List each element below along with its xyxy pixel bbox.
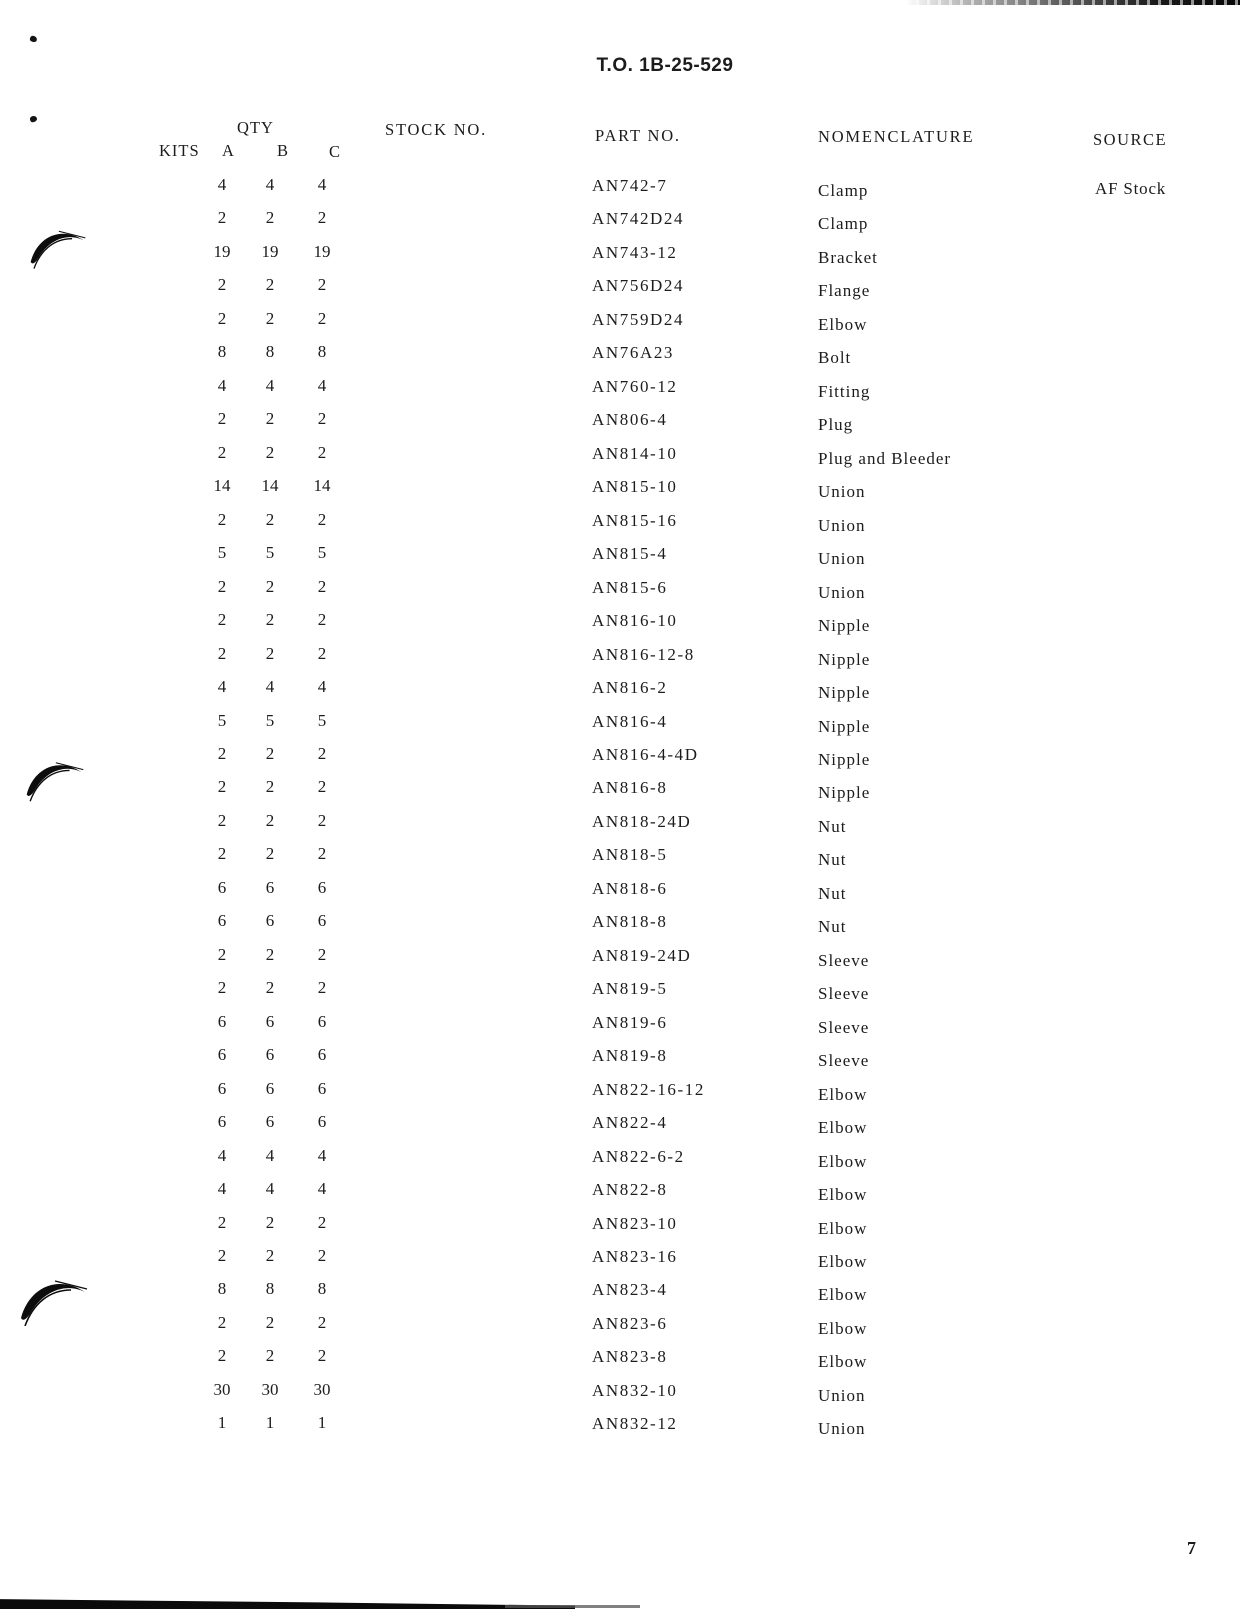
table-row [0, 1206, 1240, 1239]
qty-kit-c-value: 2 [317, 1312, 327, 1332]
part-number-value: AN806-4 [592, 410, 668, 430]
part-number-value: AN816-2 [592, 678, 668, 698]
qty-kit-c-value: 2 [317, 743, 327, 763]
table-row [0, 1339, 1240, 1372]
qty-kit-a-value: 4 [217, 1145, 227, 1165]
nomenclature-value: Bolt [818, 348, 852, 368]
table-row [0, 1239, 1240, 1272]
table-row [0, 938, 1240, 971]
qty-kit-c-value: 2 [317, 643, 327, 663]
nomenclature-value: Elbow [818, 1318, 868, 1338]
nomenclature-value: Nut [818, 850, 847, 870]
qty-kit-a-value: 2 [217, 610, 227, 630]
part-number-value: AN816-4 [592, 711, 668, 731]
part-number-value: AN822-4 [592, 1113, 668, 1133]
parts-table-body [0, 168, 1240, 1440]
qty-kit-a-value: 2 [217, 576, 227, 596]
nomenclature-value: Nipple [818, 683, 871, 703]
qty-kit-c-value: 4 [317, 677, 327, 697]
part-number-value: AN815-4 [592, 544, 668, 564]
qty-kit-b-value: 2 [265, 643, 275, 663]
qty-kit-c-value: 2 [317, 442, 327, 462]
part-number-value: AN816-10 [592, 611, 678, 631]
qty-kit-b-value: 6 [265, 911, 275, 931]
qty-kit-c-value: 4 [317, 175, 327, 194]
nomenclature-value: Union [818, 482, 866, 502]
table-row [0, 1139, 1240, 1172]
qty-kit-b-value: 2 [265, 509, 275, 529]
nomenclature-value: Flange [818, 281, 871, 301]
nomenclature-value: Plug and Bleeder [818, 448, 952, 468]
qty-kit-c-value: 6 [317, 1112, 327, 1132]
part-number-value: AN818-8 [592, 912, 668, 932]
qty-kit-a-value: 19 [213, 241, 231, 261]
qty-kit-b-value: 2 [265, 978, 275, 998]
part-number-value: AN823-6 [592, 1313, 668, 1333]
qty-kit-b-value: 4 [265, 1145, 275, 1165]
nomenclature-value: Clamp [818, 214, 869, 234]
qty-kit-a-value: 2 [217, 442, 227, 462]
qty-kit-a-value: 30 [213, 1379, 231, 1399]
part-number-value: AN822-8 [592, 1180, 668, 1200]
qty-kit-b-value: 6 [265, 1011, 275, 1031]
qty-kit-a-value: 2 [217, 208, 227, 228]
qty-kit-a-value: 14 [213, 476, 231, 496]
qty-kit-c-value: 2 [317, 576, 327, 596]
table-row [0, 603, 1240, 636]
qty-kit-a-value: 2 [217, 978, 227, 998]
part-number-value: AN743-12 [592, 242, 678, 262]
qty-kit-c-value: 2 [317, 844, 327, 864]
qty-kit-c-value: 2 [317, 978, 327, 998]
qty-kit-a-value: 4 [217, 375, 227, 395]
qty-kit-c-value: 6 [317, 1045, 327, 1065]
nomenclature-value: Elbow [818, 1185, 868, 1205]
table-row [0, 335, 1240, 368]
qty-kit-c-value: 5 [317, 543, 327, 563]
part-number-value: AN818-6 [592, 878, 668, 898]
qty-kit-a-value: 2 [217, 1212, 227, 1232]
qty-kit-b-value: 2 [265, 1346, 275, 1366]
scan-speck-icon [29, 35, 38, 43]
table-row [0, 704, 1240, 737]
part-number-value: AN832-12 [592, 1414, 678, 1434]
nomenclature-value: Nipple [818, 783, 871, 803]
qty-kit-a-value: 5 [217, 543, 227, 563]
qty-kit-c-value: 2 [317, 509, 327, 529]
nomenclature-value: Nut [818, 816, 847, 836]
qty-kit-c-value: 1 [317, 1413, 327, 1433]
qty-kit-a-value: 2 [217, 409, 227, 429]
nomenclature-value: Elbow [818, 1285, 868, 1305]
scan-speck-icon [29, 115, 37, 123]
nomenclature-value: Union [818, 1419, 866, 1439]
qty-kit-c-value: 6 [317, 911, 327, 931]
column-header-part-no: PART NO. [595, 126, 681, 145]
nomenclature-value: Elbow [818, 1352, 868, 1372]
nomenclature-value: Elbow [818, 1151, 868, 1171]
scan-artifact-top-edge [905, 0, 1240, 5]
qty-kit-a-value: 8 [217, 342, 227, 362]
qty-kit-b-value: 2 [265, 777, 275, 797]
part-number-value: AN819-5 [592, 979, 668, 999]
qty-kit-a-value: 4 [217, 175, 227, 194]
qty-kit-a-value: 2 [217, 743, 227, 763]
qty-kit-b-value: 8 [265, 1279, 275, 1299]
qty-kit-b-value: 6 [265, 1045, 275, 1065]
qty-kit-c-value: 2 [317, 1346, 327, 1366]
table-row [0, 1005, 1240, 1038]
nomenclature-value: Nipple [818, 749, 871, 769]
part-number-value: AN742D24 [592, 209, 685, 229]
qty-kit-c-value: 6 [317, 1078, 327, 1098]
part-number-value: AN818-24D [592, 811, 692, 831]
table-row [0, 904, 1240, 937]
column-header-source: SOURCE [1093, 130, 1168, 149]
part-number-value: AN832-10 [592, 1380, 678, 1400]
qty-kit-b-value: 2 [265, 810, 275, 830]
part-number-value: AN819-8 [592, 1046, 668, 1066]
part-number-value: AN818-5 [592, 845, 668, 865]
qty-kit-b-value: 6 [265, 1112, 275, 1132]
qty-kit-b-value: 14 [261, 476, 279, 496]
qty-kit-a-value: 2 [217, 844, 227, 864]
table-row [0, 670, 1240, 703]
qty-kit-b-value: 5 [265, 543, 275, 563]
nomenclature-value: Sleeve [818, 950, 870, 970]
qty-kit-b-value: 4 [265, 677, 275, 697]
qty-kit-c-value: 8 [317, 1279, 327, 1299]
table-row [0, 804, 1240, 837]
qty-kit-a-value: 2 [217, 1346, 227, 1366]
table-row [0, 871, 1240, 904]
part-number-value: AN823-16 [592, 1247, 678, 1266]
nomenclature-value: Nipple [818, 716, 871, 736]
qty-kit-c-value: 8 [317, 342, 327, 362]
qty-kit-c-value: 2 [317, 810, 327, 830]
nomenclature-value: Sleeve [818, 984, 870, 1004]
qty-kit-a-value: 2 [217, 777, 227, 797]
qty-kit-a-value: 2 [217, 810, 227, 830]
qty-kit-b-value: 2 [265, 308, 275, 328]
qty-kit-c-value: 2 [317, 208, 327, 228]
scan-artifact-bottom-bar [0, 1597, 575, 1609]
column-header-qty: QTY [237, 118, 274, 137]
qty-kit-a-value: 6 [217, 1112, 227, 1132]
qty-kit-c-value: 2 [317, 409, 327, 429]
qty-kit-b-value: 2 [265, 1312, 275, 1332]
qty-kit-a-value: 6 [217, 911, 227, 931]
table-row [0, 536, 1240, 569]
qty-kit-b-value: 2 [265, 944, 275, 964]
column-header-kits: KITS [159, 141, 200, 160]
qty-kit-b-value: 30 [261, 1379, 279, 1399]
qty-kit-a-value: 8 [217, 1279, 227, 1299]
qty-kit-c-value: 14 [313, 476, 331, 496]
qty-kit-b-value: 4 [265, 375, 275, 395]
qty-kit-c-value: 2 [317, 610, 327, 630]
nomenclature-value: Elbow [818, 1252, 868, 1271]
qty-kit-c-value: 19 [313, 241, 331, 261]
table-row [0, 268, 1240, 301]
table-row [0, 570, 1240, 603]
part-number-value: AN814-10 [592, 443, 678, 463]
nomenclature-value: Sleeve [818, 1017, 870, 1037]
qty-kit-b-value: 2 [265, 409, 275, 429]
qty-kit-b-value: 4 [265, 175, 275, 194]
page-title: T.O. 1B-25-529 [596, 55, 734, 76]
qty-kit-c-value: 6 [317, 877, 327, 897]
nomenclature-value: Union [818, 1385, 866, 1405]
table-row [0, 503, 1240, 536]
qty-kit-a-value: 2 [217, 944, 227, 964]
table-row [0, 302, 1240, 335]
column-header-kit-c: C [329, 142, 342, 161]
table-row [0, 971, 1240, 1004]
nomenclature-value: Nut [818, 883, 847, 903]
table-row [0, 1072, 1240, 1105]
qty-kit-a-value: 2 [217, 275, 227, 295]
part-number-value: AN756D24 [592, 276, 685, 296]
nomenclature-value: Fitting [818, 381, 871, 401]
part-number-value: AN822-16-12 [592, 1079, 705, 1099]
table-row [0, 1306, 1240, 1339]
part-number-value: AN815-16 [592, 510, 678, 530]
qty-kit-a-value: 6 [217, 1078, 227, 1098]
part-number-value: AN823-10 [592, 1213, 678, 1233]
qty-kit-b-value: 2 [265, 610, 275, 630]
part-number-value: AN760-12 [592, 376, 678, 396]
qty-kit-a-value: 2 [217, 643, 227, 663]
nomenclature-value: Union [818, 582, 866, 602]
nomenclature-value: Elbow [818, 314, 868, 334]
qty-kit-a-value: 2 [217, 509, 227, 529]
qty-kit-c-value: 2 [317, 1246, 327, 1265]
qty-kit-b-value: 1 [265, 1413, 275, 1433]
nomenclature-value: Elbow [818, 1118, 868, 1138]
table-row [0, 637, 1240, 670]
part-number-value: AN815-6 [592, 577, 668, 597]
qty-kit-b-value: 4 [265, 1179, 275, 1199]
table-row [0, 1373, 1240, 1406]
part-number-value: AN823-4 [592, 1280, 668, 1300]
qty-kit-b-value: 8 [265, 342, 275, 362]
table-row [0, 1406, 1240, 1439]
qty-kit-a-value: 4 [217, 1179, 227, 1199]
table-row [0, 1272, 1240, 1305]
table-row [0, 168, 1240, 201]
nomenclature-value: Elbow [818, 1218, 868, 1238]
table-row [0, 837, 1240, 870]
qty-kit-a-value: 6 [217, 1011, 227, 1031]
qty-kit-c-value: 2 [317, 1212, 327, 1232]
nomenclature-value: Union [818, 515, 866, 535]
qty-kit-b-value: 6 [265, 877, 275, 897]
qty-kit-c-value: 2 [317, 308, 327, 328]
part-number-value: AN759D24 [592, 309, 685, 329]
qty-kit-b-value: 2 [265, 743, 275, 763]
column-header-kit-b: B [277, 141, 290, 160]
qty-kit-a-value: 2 [217, 308, 227, 328]
nomenclature-value: Nipple [818, 649, 871, 669]
table-row [0, 201, 1240, 234]
table-row [0, 436, 1240, 469]
nomenclature-value: Union [818, 549, 866, 569]
qty-kit-b-value: 2 [265, 442, 275, 462]
qty-kit-a-value: 6 [217, 1045, 227, 1065]
column-header-stock-no: STOCK NO. [385, 120, 488, 139]
qty-kit-b-value: 2 [265, 275, 275, 295]
part-number-value: AN822-6-2 [592, 1146, 685, 1166]
nomenclature-value: Elbow [818, 1084, 868, 1104]
table-row [0, 1105, 1240, 1138]
qty-kit-a-value: 6 [217, 877, 227, 897]
qty-kit-c-value: 5 [317, 710, 327, 730]
part-number-value: AN823-8 [592, 1347, 668, 1367]
qty-kit-b-value: 2 [265, 208, 275, 228]
qty-kit-c-value: 2 [317, 275, 327, 295]
scan-artifact-bottom-bar-tail [505, 1605, 640, 1608]
qty-kit-b-value: 2 [265, 576, 275, 596]
table-row [0, 737, 1240, 770]
qty-kit-b-value: 5 [265, 710, 275, 730]
qty-kit-a-value: 2 [217, 1246, 227, 1265]
qty-kit-a-value: 1 [217, 1413, 227, 1433]
nomenclature-value: Bracket [818, 247, 878, 267]
part-number-value: AN816-4-4D [592, 744, 699, 764]
page-number: 7 [1187, 1538, 1196, 1558]
table-row [0, 402, 1240, 435]
table-row [0, 369, 1240, 402]
part-number-value: AN819-24D [592, 945, 692, 965]
qty-kit-c-value: 4 [317, 1145, 327, 1165]
table-row [0, 1172, 1240, 1205]
nomenclature-value: Sleeve [818, 1051, 870, 1071]
nomenclature-value: Plug [818, 415, 854, 435]
part-number-value: AN815-10 [592, 477, 678, 497]
part-number-value: AN819-6 [592, 1012, 668, 1032]
table-row [0, 235, 1240, 268]
nomenclature-value: Clamp [818, 181, 869, 200]
qty-kit-a-value: 2 [217, 1312, 227, 1332]
qty-kit-c-value: 4 [317, 1179, 327, 1199]
table-row [0, 770, 1240, 803]
qty-kit-c-value: 2 [317, 777, 327, 797]
table-row [0, 469, 1240, 502]
table-row [0, 1038, 1240, 1071]
qty-kit-b-value: 2 [265, 1246, 275, 1265]
qty-kit-c-value: 2 [317, 944, 327, 964]
qty-kit-c-value: 6 [317, 1011, 327, 1031]
column-header-nomenclature: NOMENCLATURE [818, 127, 975, 146]
nomenclature-value: Nut [818, 917, 847, 937]
column-header-kit-a: A [222, 141, 236, 160]
qty-kit-b-value: 2 [265, 1212, 275, 1232]
nomenclature-value: Nipple [818, 616, 871, 636]
qty-kit-c-value: 4 [317, 375, 327, 395]
part-number-value: AN76A23 [592, 343, 675, 363]
qty-kit-b-value: 6 [265, 1078, 275, 1098]
qty-kit-a-value: 5 [217, 710, 227, 730]
qty-kit-b-value: 19 [261, 241, 279, 261]
qty-kit-b-value: 2 [265, 844, 275, 864]
source-value: AF Stock [1095, 179, 1167, 198]
qty-kit-c-value: 30 [313, 1379, 331, 1399]
part-number-value: AN742-7 [592, 176, 668, 195]
part-number-value: AN816-8 [592, 778, 668, 798]
part-number-value: AN816-12-8 [592, 644, 695, 664]
qty-kit-a-value: 4 [217, 677, 227, 697]
